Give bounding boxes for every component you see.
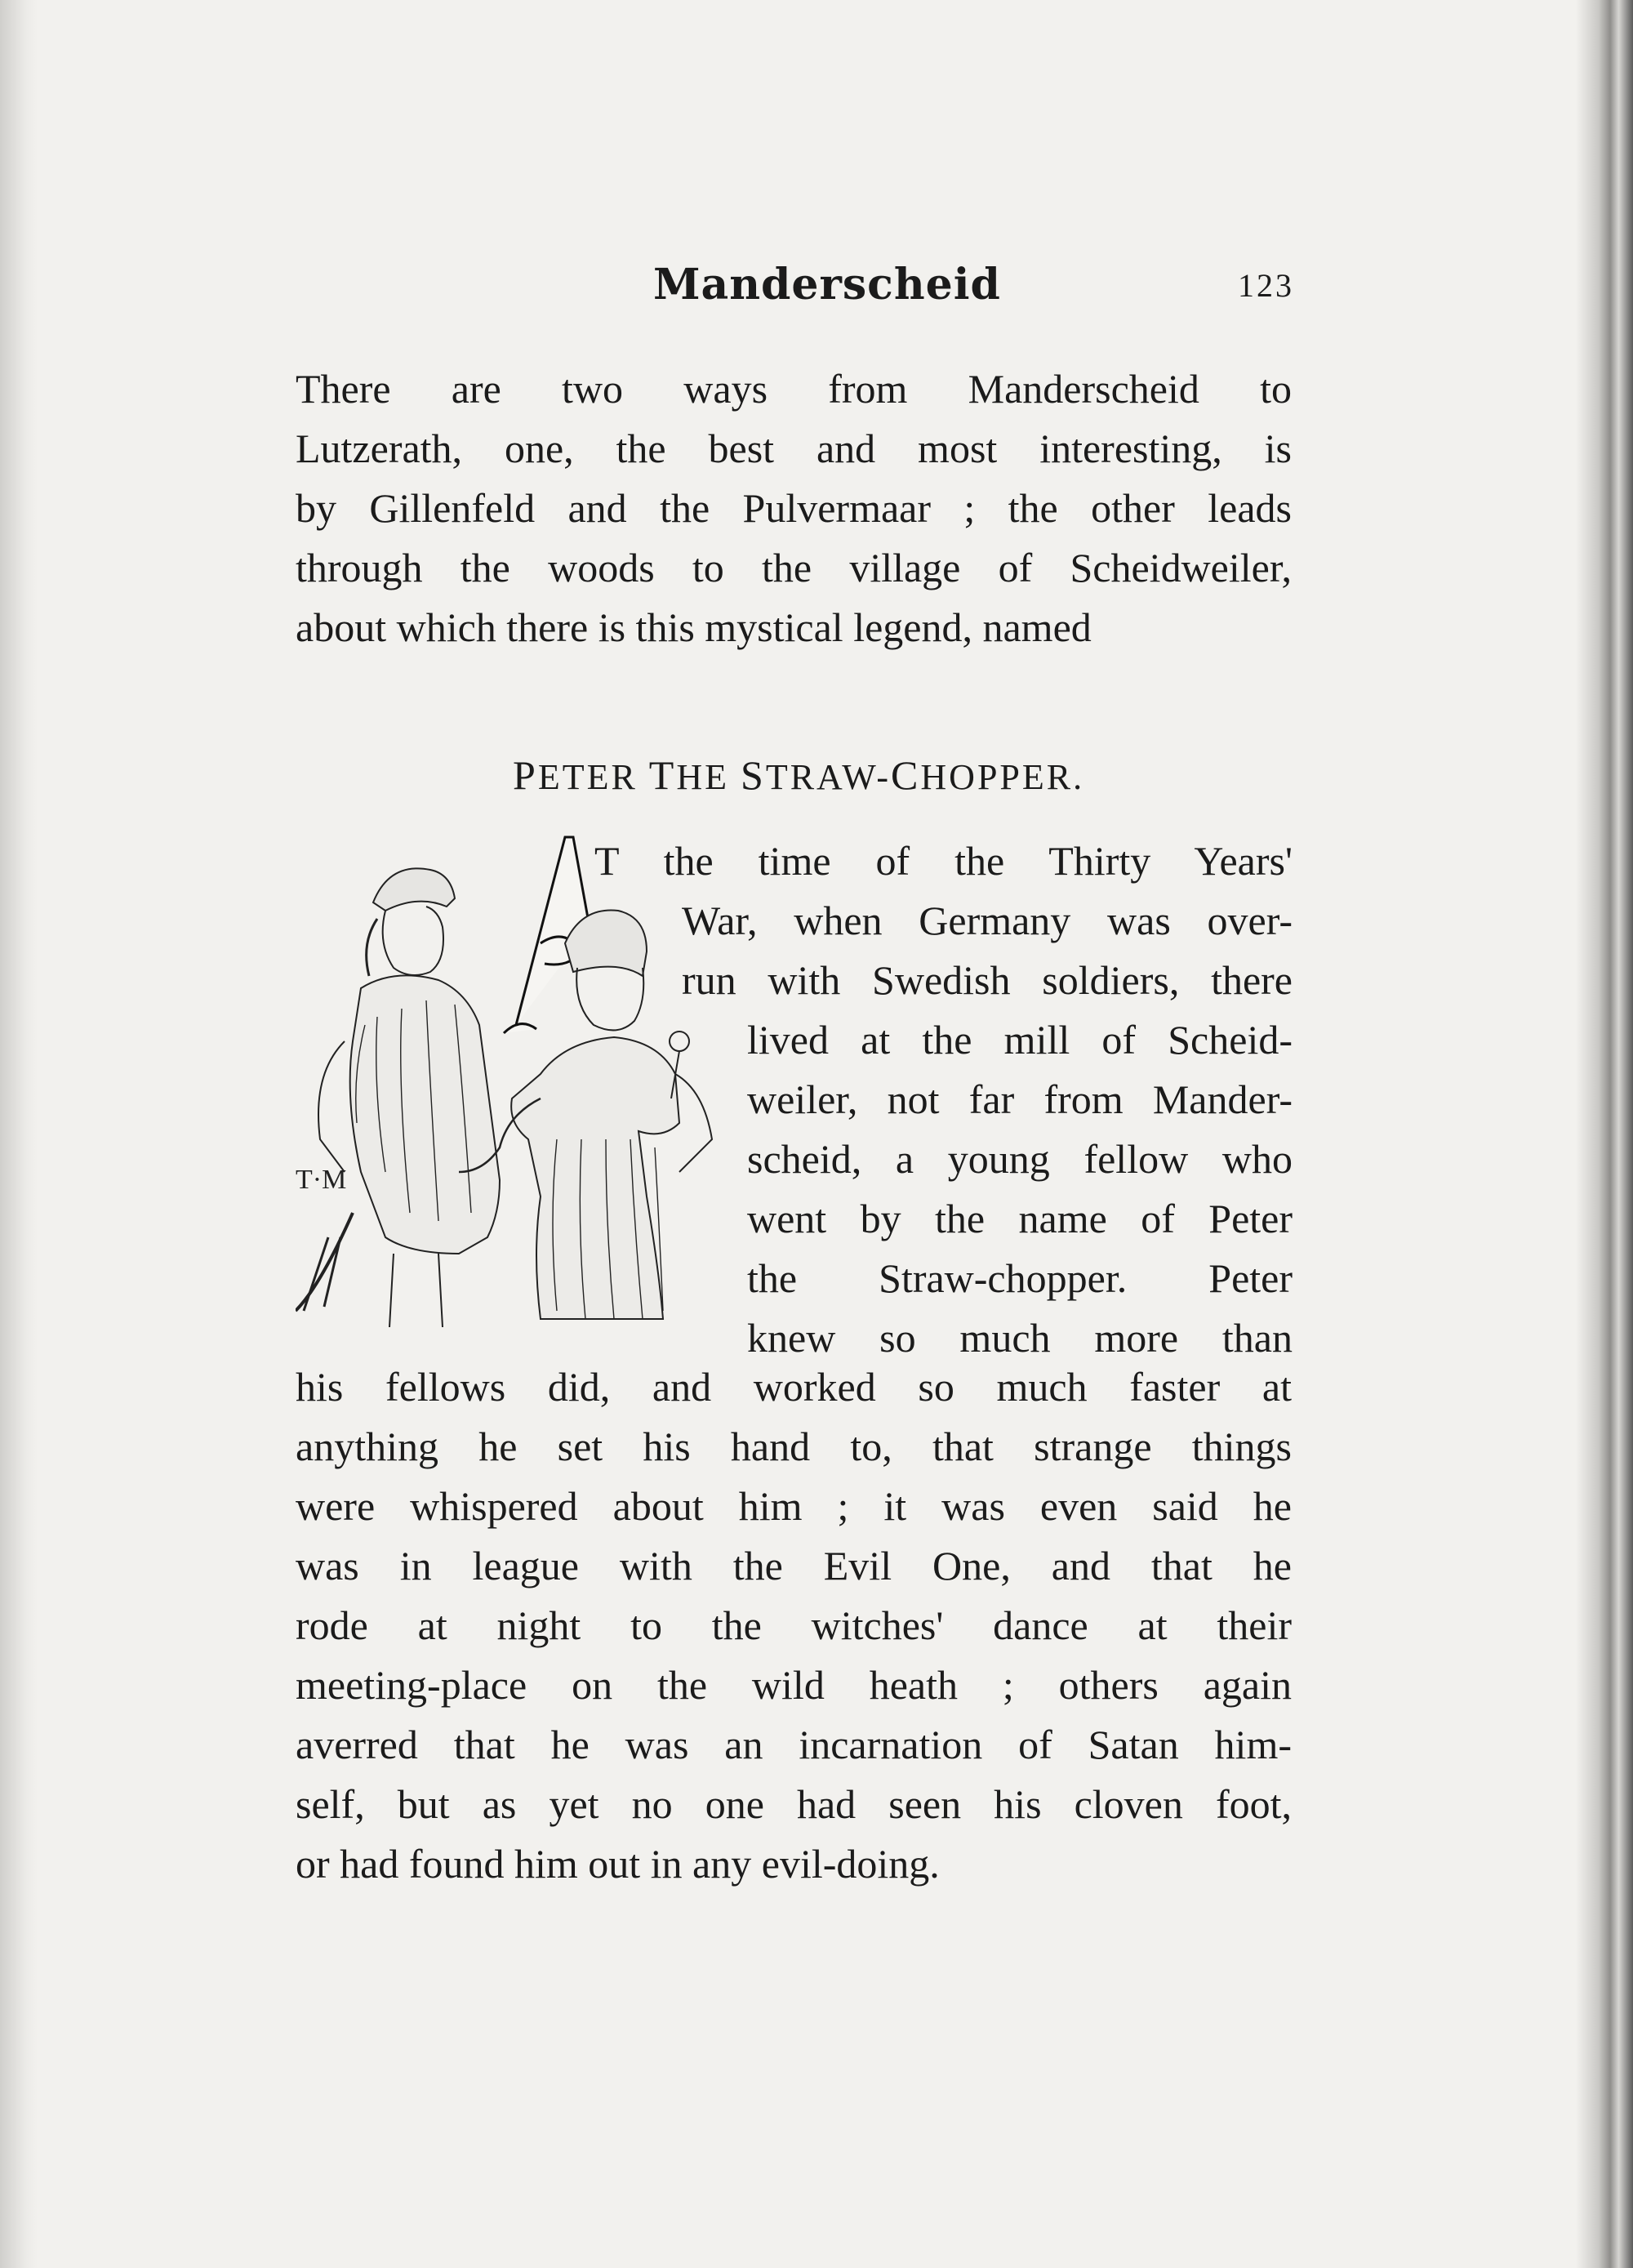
text-line: or had found him out in any evil-doing. bbox=[296, 1841, 940, 1887]
paragraph-story-lines-2-3 bbox=[682, 891, 1293, 1010]
text-line: knew so much more than bbox=[747, 1315, 1293, 1361]
page-number: 123 bbox=[1238, 267, 1294, 304]
text-line: through the woods to the village of Scheidweiler, bbox=[296, 545, 1292, 590]
text-line: were whispered about him ; it was even said he bbox=[296, 1483, 1292, 1529]
page-edge-left bbox=[0, 0, 38, 2268]
text-line: War, when Germany was over- bbox=[682, 898, 1293, 943]
text-line: anything he set his hand to, that strange things bbox=[296, 1424, 1292, 1469]
paragraph-story-full-width bbox=[296, 1357, 1292, 1894]
text-line: T the time of the Thirty Years' bbox=[594, 838, 1293, 884]
text-line: by Gillenfeld and the Pulvermaar ; the other leads bbox=[296, 485, 1292, 531]
text-line: the Straw-chopper. Peter bbox=[747, 1255, 1293, 1301]
section-title: PETER THE STRAW-CHOPPER. bbox=[513, 752, 1085, 798]
text-line: went by the name of Peter bbox=[747, 1196, 1293, 1241]
text-line: rode at night to the witches' dance at their bbox=[296, 1602, 1292, 1648]
running-header bbox=[294, 260, 1294, 333]
text-line: averred that he was an incarnation of Satan him- bbox=[296, 1722, 1292, 1767]
text-line: self, but as yet no one had seen his cloven foot, bbox=[296, 1781, 1292, 1827]
text-line: his fellows did, and worked so much faster at bbox=[296, 1364, 1292, 1410]
illustration-monogram: T·M bbox=[296, 1165, 347, 1195]
text-line: about which there is this mystical legend, named bbox=[296, 604, 1092, 650]
text-line: Lutzerath, one, the best and most interesting, is bbox=[296, 426, 1292, 471]
text-line: There are two ways from Manderscheid to bbox=[296, 366, 1292, 412]
text-line: weiler, not far from Mander- bbox=[747, 1076, 1293, 1122]
text-line: scheid, a young fellow who bbox=[747, 1136, 1293, 1182]
page-edge-right bbox=[1576, 0, 1633, 2268]
paragraph-story-lines-4-9 bbox=[747, 1010, 1293, 1368]
illustration-engraving bbox=[296, 829, 736, 1335]
text-line: meeting-place on the wild heath ; others again bbox=[296, 1662, 1292, 1708]
text-line: run with Swedish soldiers, there bbox=[682, 957, 1293, 1003]
engraving-couple-icon bbox=[296, 837, 712, 1327]
text-line: was in league with the Evil One, and that he bbox=[296, 1543, 1292, 1588]
running-title: Manderscheid bbox=[653, 260, 1001, 310]
text-line: lived at the mill of Scheid- bbox=[747, 1017, 1293, 1063]
paragraph-intro bbox=[296, 359, 1292, 657]
paragraph-story-line-1 bbox=[594, 831, 1293, 891]
